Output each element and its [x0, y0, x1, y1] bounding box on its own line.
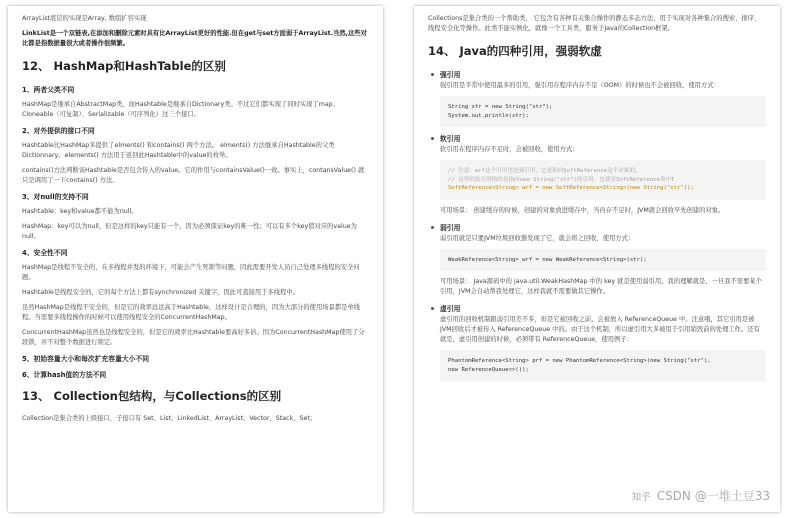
paragraph-safety-3: 虽然HashMap是线程不安全的，但是它的效率远远高于Hashtable，这样设计是合理的，因为大部分的使用场景都是单线程。当需要多线程操作的时候可以使用线程安全的ConcurrentHashMap。: [22, 304, 361, 321]
phantom-reference-title: 虚引用: [440, 305, 461, 313]
paragraph-safety-2: Hashtable是线程安全的，它的每个方法上都有synchronized 关键字，因此可直接用于多线程中。: [22, 289, 299, 296]
weak-reference-text: 弱引用就是只要JVM垃圾回收器发现了它，就会将之回收，使用方式：: [440, 234, 635, 242]
subheading-6: 6、计算hash值的方法不同: [22, 371, 107, 379]
code-line: String str = new String("str");: [448, 104, 553, 110]
arraylist-note: ArrayList底层的实现是Array, 数组扩容实现: [22, 15, 147, 22]
code-comment: // 注意：wrf这个引用也是强引用，它是指向SoftReference这个对象的，: [448, 168, 641, 174]
weak-reference-code: [440, 249, 766, 272]
zhihu-watermark: 知乎: [631, 492, 651, 503]
subheading-2: 2、对外提供的接口不同: [22, 127, 95, 135]
paragraph-collection: Collection是集合类的上级接口，子接口有 Set、List、LinkedList、ArrayList、Vector、Stack、Set；: [22, 415, 317, 422]
watermark: [632, 487, 770, 504]
strong-reference-item: [428, 69, 766, 91]
code-line: WeakReference<String> wrf = new WeakReference<String>(str);: [448, 256, 647, 263]
left-document-page: [8, 6, 383, 512]
subheading-4: 4、安全性不同: [22, 249, 68, 257]
paragraph-interfaces-1: Hashtable比HashMap多提供了elments() 和contains() 两个方法。 elments() 方法继承自Hashtable的父类Dictionnary。elements() 方法用于返回此Hashtable中的value的枚举。: [22, 142, 335, 159]
right-document-page: [414, 6, 780, 512]
weak-reference-item: [428, 222, 766, 244]
weak-reference-title: 弱引用: [440, 223, 461, 232]
weak-reference-usage: 可用场景： Java源码中的 java.util.WeakHashMap 中的 key 就是使用弱引用，我的理解就是，一旦我不需要某个引用，JVM会自动帮我处理它，这样我就不需要做其它操作。: [440, 278, 762, 295]
linklist-note: LinkList是一个双链表,在添加和删除元素时具有比ArrayList更好的性能.但在get与set方面弱于ArrayList.当然,这些对比都是指数据量很大或者操作很频繁。: [22, 30, 367, 47]
phantom-reference-item: [428, 303, 766, 345]
subheading-5: 5、初始容量大小和每次扩充容量大小不同: [22, 355, 150, 363]
section-13-heading: 13、 Collection包结构，与Collections的区别: [22, 389, 282, 403]
paragraph-safety-4: ConcurrentHashMap虽然也是线程安全的，但是它的效率比Hashtable要高好多倍。因为ConcurrentHashMap使用了分段锁，并不对整个数据进行锁定。: [22, 329, 365, 346]
soft-reference-code: [440, 160, 766, 200]
code-comment: // 这里的软引用指的是指向new String("str")的引用，也就是SoftReference类中T: [448, 176, 675, 183]
subheading-1: 1、两者父类不同: [22, 86, 75, 94]
code-line: System.out.println(str);: [448, 112, 529, 119]
code-line: SoftReference<String> wrf = new SoftReference<String>(new String("str"));: [448, 185, 694, 191]
strong-reference-text: 强引用是平常中使用最多的引用，强引用在程序内存不足（OOM）的时候也不会被回收，使用方式：: [440, 82, 720, 89]
soft-reference-usage: 可用场景： 创建缓存的时候，创建的对象放进缓存中，当内存不足时，JVM就会回收早先创建的对象。: [440, 206, 725, 214]
paragraph-parent-class: HashMap是继承自AbstractMap类，而Hashtable是继承自Dictionary类。不过它们都实现了同时实现了map、Cloneable（可复制）、Serializable（可序列化）这三个接口。: [22, 101, 339, 118]
paragraph-null-1: Hashtable：key和value都不能为null。: [22, 208, 138, 215]
phantom-reference-text: 虚引用的回收机制跟弱引用差不多，但是它被回收之前，会被放入 ReferenceQueue 中。注意哦，其它引用是被JVM回收后才被传入 ReferenceQueue 中的。由于这个机制，所以虚引用大多被用于引用销毁前的处理工作。还有就是，虚引用创建的时候，必须带有 ReferenceQueue，使用例子：: [440, 316, 760, 343]
soft-reference-text: 软引用在程序内存不足时，会被回收，使用方式：: [440, 146, 579, 153]
csdn-watermark: CSDN @一堆土豆33: [656, 489, 770, 503]
phantom-reference-code: [440, 350, 766, 381]
strong-reference-code: [440, 96, 766, 127]
paragraph-interfaces-2: contains()方法判断该Hashtable是否包含传入的value。它的作用与containsValue()一致。事实上，contansValue() 就只是调用了一下contains() 方法。: [22, 167, 365, 184]
code-line: PhantomReference<String> prf = new PhantomReference<String>(new String("str"),: [448, 358, 711, 364]
section-12-heading: 12、 HashMap和HashTable的区别: [22, 59, 226, 73]
strong-reference-title: 强引用: [440, 71, 461, 79]
soft-reference-item: [428, 133, 766, 155]
section-14-heading: 14、 Java的四种引用，强弱软虚: [428, 44, 602, 58]
paragraph-null-2: HashMap：key可以为null，但是这样的key只能有一个，因为必须保证key的唯一性；可以有多个key值对应的value为null。: [22, 223, 357, 240]
soft-reference-title: 软引用: [440, 135, 461, 143]
collections-intro: Collections是集合类的一个帮助类， 它包含有各种有关集合操作的静态多态方法，用于实现对各种集合的搜索、排序、线程安全化等操作。此类不能实例化，就像一个工具类，服务于Java的Collection框架。: [428, 15, 761, 32]
code-line: new ReferenceQueue<>());: [448, 366, 529, 373]
paragraph-safety-1: HashMap是线程不安全的，在多线程并发的环境下，可能会产生死锁等问题，因此需要开发人员自己处理多线程的安全问题。: [22, 264, 360, 281]
subheading-3: 3、对null的支持不同: [22, 193, 89, 201]
